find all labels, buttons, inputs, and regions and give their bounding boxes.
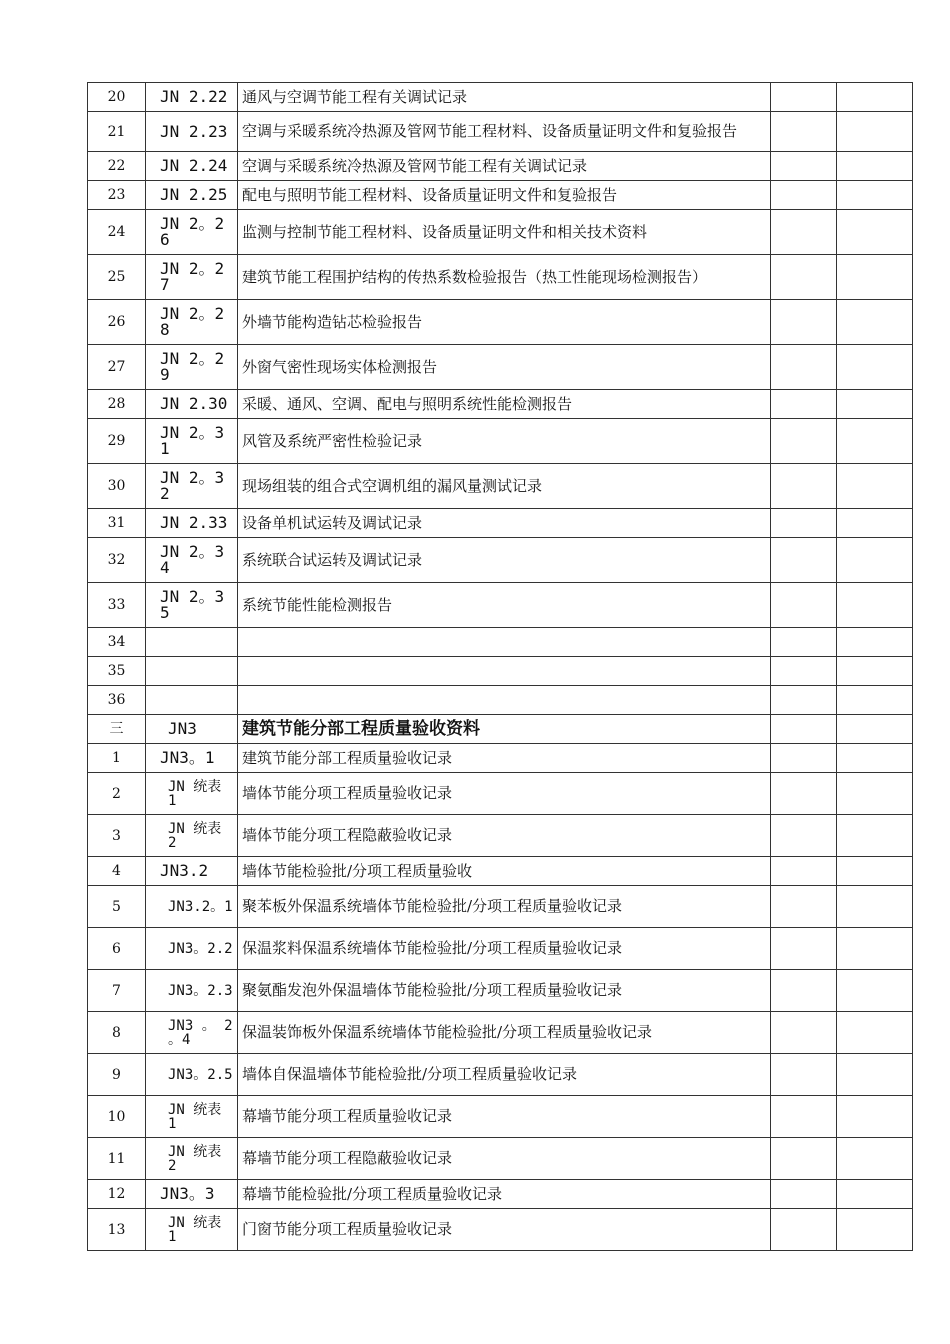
row-number-cell: 35 bbox=[88, 657, 146, 686]
row-blank-cell-b bbox=[837, 464, 913, 509]
row-blank-cell-b bbox=[837, 1180, 913, 1209]
table-row bbox=[88, 857, 913, 886]
row-number-cell: 13 bbox=[88, 1209, 146, 1251]
row-code-cell: JN3。1 bbox=[146, 744, 238, 773]
row-blank-cell-a bbox=[771, 255, 837, 300]
row-number-cell: 33 bbox=[88, 583, 146, 628]
row-blank-cell-a bbox=[771, 970, 837, 1012]
table-row bbox=[88, 970, 913, 1012]
table-row bbox=[88, 390, 913, 419]
section-row bbox=[88, 715, 913, 744]
row-number-cell: 21 bbox=[88, 112, 146, 152]
row-number-cell: 23 bbox=[88, 181, 146, 210]
table-row bbox=[88, 112, 913, 152]
row-number-cell: 26 bbox=[88, 300, 146, 345]
row-name-cell: 空调与采暖系统冷热源及管网节能工程有关调试记录 bbox=[238, 152, 771, 181]
row-number-cell: 9 bbox=[88, 1054, 146, 1096]
row-blank-cell-a bbox=[771, 773, 837, 815]
row-name-cell: 空调与采暖系统冷热源及管网节能工程材料、设备质量证明文件和复验报告 bbox=[238, 112, 771, 152]
row-name-cell: 配电与照明节能工程材料、设备质量证明文件和复验报告 bbox=[238, 181, 771, 210]
table-row bbox=[88, 509, 913, 538]
row-name-cell: 墙体节能分项工程质量验收记录 bbox=[238, 773, 771, 815]
row-number-cell: 31 bbox=[88, 509, 146, 538]
row-number-cell: 6 bbox=[88, 928, 146, 970]
row-code-cell: JN 2。27 bbox=[146, 255, 238, 300]
row-code-cell: JN 2。31 bbox=[146, 419, 238, 464]
row-code-cell: JN 2。32 bbox=[146, 464, 238, 509]
row-blank-cell-b bbox=[837, 628, 913, 657]
document-table bbox=[87, 82, 913, 1251]
table-row bbox=[88, 628, 913, 657]
row-name-cell bbox=[238, 686, 771, 715]
table-body bbox=[88, 83, 913, 1251]
row-name-cell: 墙体自保温墙体节能检验批/分项工程质量验收记录 bbox=[238, 1054, 771, 1096]
row-number-cell: 30 bbox=[88, 464, 146, 509]
row-name-cell: 聚氨酯发泡外保温墙体节能检验批/分项工程质量验收记录 bbox=[238, 970, 771, 1012]
row-name-cell: 风管及系统严密性检验记录 bbox=[238, 419, 771, 464]
row-code-cell: JN 2。34 bbox=[146, 538, 238, 583]
row-blank-cell-b bbox=[837, 773, 913, 815]
row-number-cell: 7 bbox=[88, 970, 146, 1012]
table-row bbox=[88, 419, 913, 464]
table-row bbox=[88, 181, 913, 210]
table-row bbox=[88, 345, 913, 390]
row-name-cell: 设备单机试运转及调试记录 bbox=[238, 509, 771, 538]
row-code-cell: JN3。2.3 bbox=[146, 970, 238, 1012]
table-row bbox=[88, 583, 913, 628]
row-code-cell: JN 统表 1 bbox=[146, 773, 238, 815]
row-name-cell: 门窗节能分项工程质量验收记录 bbox=[238, 1209, 771, 1251]
row-blank-cell-a bbox=[771, 715, 837, 744]
row-blank-cell-b bbox=[837, 1096, 913, 1138]
row-number-cell: 2 bbox=[88, 773, 146, 815]
row-number-cell: 28 bbox=[88, 390, 146, 419]
row-number-cell: 34 bbox=[88, 628, 146, 657]
table-row bbox=[88, 255, 913, 300]
table-row bbox=[88, 210, 913, 255]
row-blank-cell-a bbox=[771, 744, 837, 773]
row-number-cell: 11 bbox=[88, 1138, 146, 1180]
table-row bbox=[88, 928, 913, 970]
row-number-cell: 10 bbox=[88, 1096, 146, 1138]
row-number-cell: 25 bbox=[88, 255, 146, 300]
row-blank-cell-a bbox=[771, 1096, 837, 1138]
row-number-cell: 1 bbox=[88, 744, 146, 773]
row-blank-cell-a bbox=[771, 583, 837, 628]
table-row bbox=[88, 1012, 913, 1054]
row-blank-cell-b bbox=[837, 538, 913, 583]
row-blank-cell-b bbox=[837, 83, 913, 112]
row-blank-cell-a bbox=[771, 928, 837, 970]
row-blank-cell-b bbox=[837, 419, 913, 464]
row-name-cell: 保温浆料保温系统墙体节能检验批/分项工程质量验收记录 bbox=[238, 928, 771, 970]
row-number-cell: 3 bbox=[88, 815, 146, 857]
row-code-cell: JN 统表 1 bbox=[146, 1209, 238, 1251]
row-blank-cell-b bbox=[837, 112, 913, 152]
row-code-cell bbox=[146, 657, 238, 686]
row-blank-cell-a bbox=[771, 509, 837, 538]
table-row bbox=[88, 744, 913, 773]
row-number-cell: 5 bbox=[88, 886, 146, 928]
row-code-cell: JN 2.24 bbox=[146, 152, 238, 181]
row-code-cell bbox=[146, 686, 238, 715]
row-code-cell: JN 统表 2 bbox=[146, 815, 238, 857]
table-row bbox=[88, 152, 913, 181]
row-blank-cell-b bbox=[837, 390, 913, 419]
row-blank-cell-b bbox=[837, 657, 913, 686]
table-row bbox=[88, 886, 913, 928]
row-code-cell: JN 2.23 bbox=[146, 112, 238, 152]
row-blank-cell-a bbox=[771, 83, 837, 112]
row-number-cell: 20 bbox=[88, 83, 146, 112]
row-blank-cell-b bbox=[837, 970, 913, 1012]
row-code-cell bbox=[146, 628, 238, 657]
row-blank-cell-a bbox=[771, 300, 837, 345]
row-code-cell: JN3.2。1 bbox=[146, 886, 238, 928]
row-blank-cell-a bbox=[771, 686, 837, 715]
row-number-cell: 27 bbox=[88, 345, 146, 390]
row-name-cell: 墙体节能分项工程隐蔽验收记录 bbox=[238, 815, 771, 857]
row-code-cell: JN3.2 bbox=[146, 857, 238, 886]
table-row bbox=[88, 657, 913, 686]
row-blank-cell-b bbox=[837, 886, 913, 928]
table-row bbox=[88, 1180, 913, 1209]
row-blank-cell-b bbox=[837, 686, 913, 715]
row-number-cell: 12 bbox=[88, 1180, 146, 1209]
row-name-cell bbox=[238, 628, 771, 657]
row-code-cell: JN 2.33 bbox=[146, 509, 238, 538]
row-number-cell: 24 bbox=[88, 210, 146, 255]
table-row bbox=[88, 300, 913, 345]
table-row bbox=[88, 1054, 913, 1096]
row-name-cell: 保温装饰板外保温系统墙体节能检验批/分项工程质量验收记录 bbox=[238, 1012, 771, 1054]
row-blank-cell-b bbox=[837, 744, 913, 773]
row-code-cell: JN3。2.5 bbox=[146, 1054, 238, 1096]
row-number-cell: 4 bbox=[88, 857, 146, 886]
row-blank-cell-a bbox=[771, 112, 837, 152]
row-blank-cell-b bbox=[837, 181, 913, 210]
row-number-cell: 22 bbox=[88, 152, 146, 181]
row-name-cell: 建筑节能分部工程质量验收资料 bbox=[238, 715, 771, 744]
row-blank-cell-a bbox=[771, 1138, 837, 1180]
row-code-cell: JN3。3 bbox=[146, 1180, 238, 1209]
row-blank-cell-a bbox=[771, 857, 837, 886]
row-blank-cell-a bbox=[771, 181, 837, 210]
row-name-cell bbox=[238, 657, 771, 686]
row-blank-cell-b bbox=[837, 509, 913, 538]
row-number-cell: 36 bbox=[88, 686, 146, 715]
table-row bbox=[88, 815, 913, 857]
row-code-cell: JN 统表 2 bbox=[146, 1138, 238, 1180]
row-blank-cell-b bbox=[837, 255, 913, 300]
table-row bbox=[88, 1209, 913, 1251]
row-blank-cell-b bbox=[837, 583, 913, 628]
row-code-cell: JN 2.25 bbox=[146, 181, 238, 210]
row-blank-cell-b bbox=[837, 1138, 913, 1180]
row-code-cell: JN 2。26 bbox=[146, 210, 238, 255]
row-code-cell: JN 统表 1 bbox=[146, 1096, 238, 1138]
row-blank-cell-b bbox=[837, 210, 913, 255]
row-blank-cell-a bbox=[771, 1054, 837, 1096]
row-code-cell: JN 2。28 bbox=[146, 300, 238, 345]
row-blank-cell-a bbox=[771, 815, 837, 857]
row-name-cell: 现场组装的组合式空调机组的漏风量测试记录 bbox=[238, 464, 771, 509]
row-blank-cell-b bbox=[837, 715, 913, 744]
row-code-cell: JN3 bbox=[146, 715, 238, 744]
row-code-cell: JN 2.22 bbox=[146, 83, 238, 112]
row-blank-cell-a bbox=[771, 210, 837, 255]
row-name-cell: 系统联合试运转及调试记录 bbox=[238, 538, 771, 583]
row-name-cell: 墙体节能检验批/分项工程质量验收 bbox=[238, 857, 771, 886]
row-blank-cell-a bbox=[771, 419, 837, 464]
row-name-cell: 监测与控制节能工程材料、设备质量证明文件和相关技术资料 bbox=[238, 210, 771, 255]
row-code-cell: JN 2。35 bbox=[146, 583, 238, 628]
row-blank-cell-b bbox=[837, 345, 913, 390]
row-code-cell: JN3 。 2 。4 bbox=[146, 1012, 238, 1054]
row-blank-cell-b bbox=[837, 152, 913, 181]
row-name-cell: 建筑节能分部工程质量验收记录 bbox=[238, 744, 771, 773]
row-blank-cell-a bbox=[771, 628, 837, 657]
row-code-cell: JN 2。29 bbox=[146, 345, 238, 390]
row-number-cell: 29 bbox=[88, 419, 146, 464]
row-name-cell: 幕墙节能分项工程质量验收记录 bbox=[238, 1096, 771, 1138]
table-row bbox=[88, 464, 913, 509]
row-blank-cell-b bbox=[837, 815, 913, 857]
row-blank-cell-a bbox=[771, 657, 837, 686]
row-name-cell: 幕墙节能检验批/分项工程质量验收记录 bbox=[238, 1180, 771, 1209]
row-code-cell: JN3。2.2 bbox=[146, 928, 238, 970]
row-number-cell: 8 bbox=[88, 1012, 146, 1054]
row-blank-cell-a bbox=[771, 1012, 837, 1054]
row-blank-cell-a bbox=[771, 152, 837, 181]
row-code-cell: JN 2.30 bbox=[146, 390, 238, 419]
row-name-cell: 幕墙节能分项工程隐蔽验收记录 bbox=[238, 1138, 771, 1180]
row-number-cell: 32 bbox=[88, 538, 146, 583]
row-blank-cell-a bbox=[771, 538, 837, 583]
row-blank-cell-a bbox=[771, 464, 837, 509]
row-blank-cell-a bbox=[771, 1180, 837, 1209]
row-blank-cell-b bbox=[837, 1054, 913, 1096]
row-name-cell: 建筑节能工程围护结构的传热系数检验报告（热工性能现场检测报告） bbox=[238, 255, 771, 300]
table-row bbox=[88, 1138, 913, 1180]
row-blank-cell-a bbox=[771, 345, 837, 390]
row-blank-cell-b bbox=[837, 928, 913, 970]
row-name-cell: 系统节能性能检测报告 bbox=[238, 583, 771, 628]
row-number-cell: 三 bbox=[88, 715, 146, 744]
row-blank-cell-a bbox=[771, 390, 837, 419]
table-row bbox=[88, 773, 913, 815]
row-name-cell: 采暖、通风、空调、配电与照明系统性能检测报告 bbox=[238, 390, 771, 419]
table-row bbox=[88, 1096, 913, 1138]
row-name-cell: 通风与空调节能工程有关调试记录 bbox=[238, 83, 771, 112]
row-name-cell: 外墙节能构造钻芯检验报告 bbox=[238, 300, 771, 345]
row-blank-cell-a bbox=[771, 886, 837, 928]
row-name-cell: 聚苯板外保温系统墙体节能检验批/分项工程质量验收记录 bbox=[238, 886, 771, 928]
table-row bbox=[88, 538, 913, 583]
table-row bbox=[88, 83, 913, 112]
table-row bbox=[88, 686, 913, 715]
row-name-cell: 外窗气密性现场实体检测报告 bbox=[238, 345, 771, 390]
row-blank-cell-a bbox=[771, 1209, 837, 1251]
row-blank-cell-b bbox=[837, 1012, 913, 1054]
row-blank-cell-b bbox=[837, 300, 913, 345]
row-blank-cell-b bbox=[837, 857, 913, 886]
row-blank-cell-b bbox=[837, 1209, 913, 1251]
